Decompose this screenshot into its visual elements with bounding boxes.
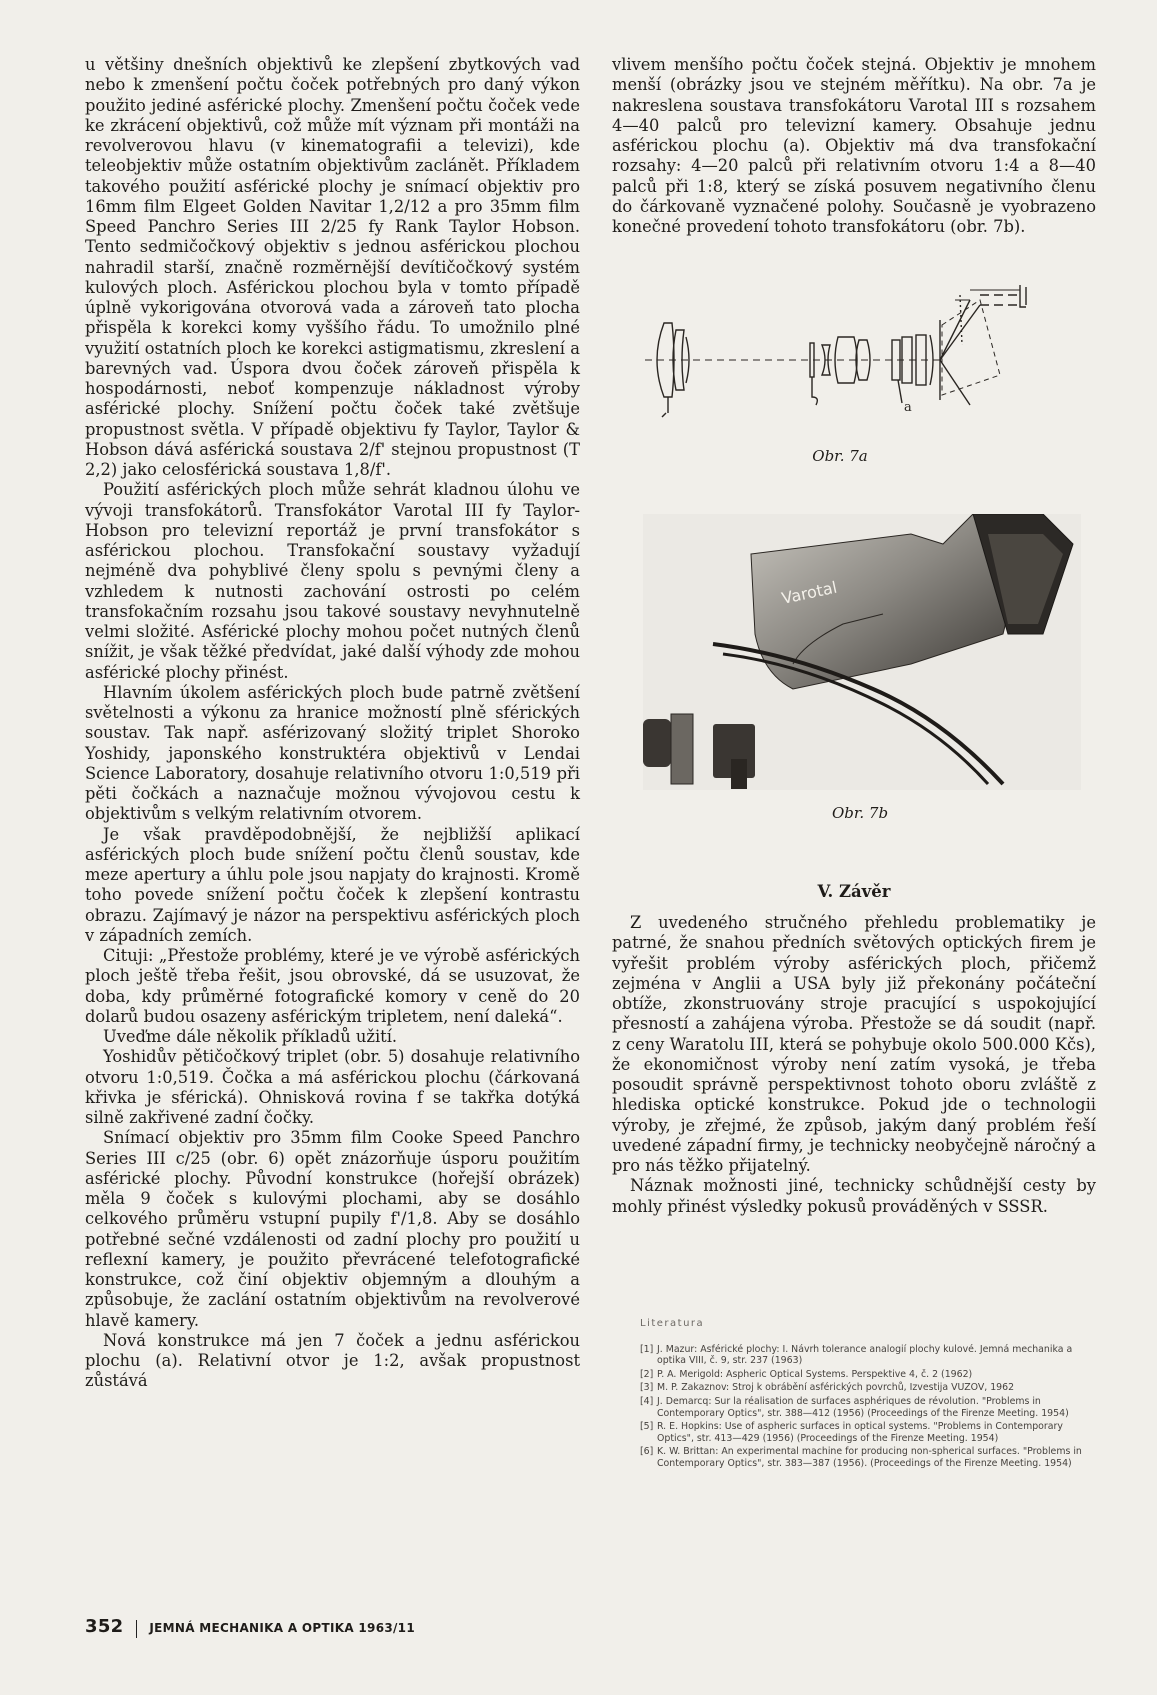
literature-item	[640, 1344, 1100, 1367]
section-heading: V. Závěr	[817, 882, 891, 901]
paragraph: Snímací objektiv pro 35mm film Cooke Speed Panchro Series III c/25 (obr. 6) opět znázorňuje úsporu použitím asférické plochy. Původní konstrukce (hořejší obrázek) měla 9 čoček s kulovými plochami, aby se dosáhlo celkového průměru vstupní pupily f'/1,8. Aby se dosáhlo potřebné sečné vzdálenosti od zadní plochy pro použití u reflexní kamery, je použito převrácené telefotografické konstrukce, což činí objektiv objemným a dlouhým a způsobuje, že zaclání ostatním objektivům na revolverové hlavě kamery.	[85, 1128, 580, 1330]
paragraph: Uveďme dále několik příkladů užití.	[103, 1027, 398, 1046]
paragraph: Náznak možnosti jiné, technicky schůdnější cesty by mohly přinést výsledky pokusů prováděných v SSSR.	[612, 1176, 1096, 1216]
paragraph: vlivem menšího počtu čoček stejná. Objektiv je mnohem menší (obrázky jsou ve stejném měřítku). Na obr. 7a je nakreslena soustava transfokátoru Varotal III s rozsahem 4—40 palců pro televizní kamery. Obsahuje jednu asférickou plochu (a). Objektiv má dva transfokační rozsahy: 4—20 palců při relativním otvoru 1:4 a 8—40 palců při 1:8, který se získá posuvem negativního členu do čárkovaně vyznačené polohy. Současně je vyobrazeno konečné provedení tohoto transfokátoru (obr. 7b).	[612, 55, 1096, 236]
reference-number: [4]	[640, 1395, 654, 1407]
reference-number: [1]	[640, 1343, 654, 1355]
page-number: 352	[85, 1616, 124, 1637]
reference-text: K. W. Brittan: An experimental machine for producing non-spherical surfaces. "Problems in Contemporary Optics", str. 383—387 (1956). (Proceedings of the Firenze Meeting. 1954)	[657, 1446, 1082, 1469]
journal-name: JEMNÁ MECHANIKA A OPTIKA 1963/11	[149, 1621, 415, 1635]
figure-caption: Obr. 7b	[831, 804, 889, 822]
reference-text: J. Mazur: Asférické plochy: I. Návrh tolerance analogií plochy kulové. Jemná mechanika a optika VIII, č. 9, str. 237 (1963)	[657, 1343, 1073, 1367]
reference-number: [3]	[640, 1382, 654, 1394]
conclusion-text	[612, 913, 1096, 1217]
reference-number: [2]	[640, 1368, 654, 1380]
literature-item	[640, 1382, 1100, 1394]
page-footer	[85, 1616, 415, 1638]
reference-number: [6]	[640, 1446, 654, 1458]
paragraph: Je však pravděpodobnější, že nejbližší aplikací asférických ploch bude snížení počtu členů soustav, kde meze apertury a úhlu pole jsou napjaty do krajnosti. Kromě toho povede snížení počtu čoček k zlepšení kontrastu obrazu. Zajímavý je názor na perspektivu asférických ploch v západních zemích.	[85, 824, 580, 945]
paragraph: Nová konstrukce má jen 7 čoček a jednu asférickou plochu (a). Relativní otvor je 1:2, avšak propustnost zůstává	[85, 1330, 580, 1391]
left-column	[85, 55, 580, 1392]
paragraph: Použití asférických ploch může sehrát kladnou úlohu ve vývoji transfokátorů. Transfokátor Varotal III fy Taylor-Hobson pro televizní reportáž je první transfokátor s asférickou plochou. Transfokační soustavy vyžadují nejméně dva pohyblivé členy spolu s pevnými členy a vzhledem k nutnosti zachování ostrosti po celém transfokačním rozsahu jsou takové soustavy nevyhnutelně velmi složité. Asférické plochy mohou počet nutných členů snížit, je však těžké předvídat, jaké další výhody zde mohou asférické plochy přinést.	[85, 480, 580, 682]
paragraph: u většiny dnešních objektivů ke zlepšení zbytkových vad nebo k zmenšení počtu čoček potřebných pro daný výkon použito jediné asférické plochy. Zmenšení počtu čoček vede ke zkrácení objektivů, což může mít význam při montáži na revolverovou hlavu (v kinematografii a televizi), kde teleobjektiv může ostatním objektivům zaclánět. Příkladem takového použití asférické plochy je snímací objektiv pro 16mm film Elgeet Golden Navitar 1,2/12 a pro 35mm film Speed Panchro Series III 2/25 fy Rank Taylor Hobson. Tento sedmičočkový objektiv s jednou asférickou plochou nahradil starší, značně rozměrnější devítičočkový systém kulových ploch. Asférickou plochou byla v tomto případě úplně vykorigována otvorová vada a zároveň tato plocha přispěla k korekci komy vyššího řádu. To umožnilo plné využití ostatních ploch ke korekci astigmatismu, zkreslení a barevných vad. Úspora dvou čoček zároveň přispěla k hospodárnosti, neboť kompenzuje nákladnost výroby asférické plochy. Snížení počtu čoček také zvětšuje propustnost světla. V případě objektivu fy Taylor, Taylor & Hobson dává asférická soustava 2/f' stejnou propustnost (T 2,2) jako celosférická soustava 1,8/f'.	[85, 55, 580, 479]
literature-item	[640, 1446, 1100, 1469]
paragraph: Yoshidův pětičočkový triplet (obr. 5) dosahuje relativního otvoru 1:0,519. Čočka a má asférickou plochu (čárkovaná křivka je sférická). Ohnisková rovina f se takřka dotýká silně zakřivené zadní čočky.	[85, 1047, 580, 1127]
literature-item	[640, 1396, 1100, 1419]
diagram-label-a: a	[904, 400, 912, 415]
paragraph: Z uvedeného stručného přehledu problematiky je patrné, že snahou předních světových optických firem je vyřešit problém výroby asférických ploch, přičemž zejména v Anglii a USA byly již překonány počáteční obtíže, zkonstruovány stroje pracující s uspokojující přesností a zahájena výroba. Přestože se dá soudit (např. z ceny Waratolu III, která se pohybuje okolo 500.000 Kčs), že ekonomičnost výroby není zatím vysoká, je třeba posoudit správně perspektivnost tohoto oboru zvláště z hlediska optické konstrukce. Pokud jde o technologii výroby, je zřejmé, že způsob, jakým daný problém řeší uvedené západní firmy, je technicky neobyčejně náročný a pro nás těžko přijatelný.	[612, 913, 1096, 1175]
reference-text: P. A. Merigold: Aspheric Optical Systems. Perspektive 4, č. 2 (1962)	[657, 1368, 973, 1380]
footer-divider	[136, 1620, 137, 1638]
zoom-lens-photo	[643, 514, 1081, 790]
literature-title: Literatura	[640, 1318, 705, 1329]
literature-item	[640, 1421, 1100, 1444]
literature-item	[640, 1369, 1100, 1381]
reference-text: R. E. Hopkins: Use of aspheric surfaces in optical systems. "Problems in Contemporary Optics", str. 413—429 (1956) (Proceedings of the Firenze Meeting. 1954)	[657, 1421, 1063, 1444]
reference-text: J. Demarcq: Sur la réalisation de surfaces asphériques de révolution. "Problems in Contemporary Optics", str. 388—412 (1956) (Proceedings of the Firenze Meeting. 1954)	[657, 1395, 1069, 1419]
reference-text: M. P. Zakaznov: Stroj k obrábění asférických povrchů, Izvestija VUZOV, 1962	[657, 1382, 1015, 1394]
figure-caption: Obr. 7a	[812, 447, 868, 465]
literature-list	[640, 1318, 1100, 1472]
optical-diagram-7a	[640, 285, 1080, 435]
reference-number: [5]	[640, 1421, 654, 1433]
paragraph: Hlavním úkolem asférických ploch bude patrně zvětšení světelnosti a výkonu za hranice možností plně sférických soustav. Tak např. asférizovaný složitý triplet Shoroko Yoshidy, japonského konstruktéra objektivů v Lendai Science Laboratory, dosahuje relativního otvoru 1:0,519 při pěti čočkách a naznačuje možnou vývojovou cestu k objektivům s velkým relativním otvorem.	[85, 682, 580, 824]
right-column	[612, 55, 1096, 237]
paragraph: Cituji: „Přestože problémy, které je ve výrobě asférických ploch ještě třeba řešit, jsou obrovské, dá se usuzovat, že doba, kdy průměrné fotografické komory v ceně do 20 dolarů budou osazeny asférickým tripletem, není daleká“.	[85, 946, 580, 1026]
photo-lens-brand: Varotal	[779, 577, 839, 608]
